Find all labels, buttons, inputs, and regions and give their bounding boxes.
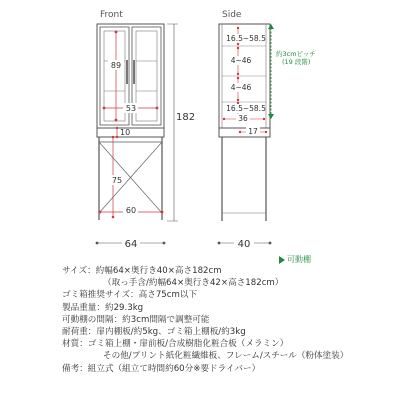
pitch-note-line1: 約3cmピッチ: [276, 50, 316, 58]
side-view: [218, 24, 316, 250]
side-shelf-board: [219, 128, 270, 137]
front-shelf-board: [97, 128, 164, 137]
spec-load-capacity: 耐荷重：扉内棚板/約5kg、ゴミ箱上棚板/約3kg: [62, 327, 246, 338]
right-door-panes: [136, 31, 157, 121]
side-view-label: Side: [222, 10, 242, 20]
spec-size: サイズ：約幅64×奥行き40×高さ182cm: [62, 266, 222, 276]
left-door-panes: [104, 31, 125, 121]
spec-size-with-handle: （取っ手含/約幅64×奥行き42×高さ182cm）: [103, 278, 284, 289]
spec-list: [62, 265, 392, 375]
spec-shelf-interval: 可動棚の間隔：約3cm間隔で調整可能: [62, 314, 210, 325]
front-shelf-gap-value: 10: [120, 128, 131, 137]
side-range-mid1-dim: [230, 47, 252, 75]
side-total-depth-value: 40: [237, 239, 251, 250]
spec-weight: 製品重量：約29.3kg: [62, 302, 144, 313]
front-base-width-value: 60: [125, 206, 137, 215]
side-range-mid1-value: 4~46: [230, 56, 252, 65]
front-inner-width-value: 53: [125, 104, 137, 113]
front-base-height-value: 75: [111, 176, 123, 185]
spec-trash-can-size: ゴミ箱推奨サイズ：高さ75cm以下: [62, 290, 198, 301]
side-inner-depth-dim: [223, 114, 265, 123]
front-inner-width-dim: [103, 103, 159, 113]
side-shelf-pitch-indicator: [268, 24, 316, 119]
front-view: [96, 24, 195, 250]
side-range-bottom-value: 16.5~58.5: [226, 104, 266, 113]
side-range-top-value: 16.5~58.5: [226, 34, 266, 43]
pitch-note-line2: (19 段階): [282, 58, 311, 66]
front-total-height-dim: [167, 24, 195, 221]
spec-material-other: その他/プリント紙化粧繊維板、フレーム/スチール（粉体塗装）: [103, 351, 349, 362]
front-total-width-value: 64: [124, 239, 138, 250]
front-total-height-value: 182: [176, 112, 196, 123]
side-shelves: [222, 46, 266, 102]
side-range-mid2-value: 4~46: [230, 83, 252, 92]
spec-material: 材質：ゴミ箱上棚・扉前板/合成樹脂化粧合板（メラミン）: [62, 339, 289, 350]
front-inner-height-value: 89: [110, 61, 122, 70]
front-total-width-dim: [96, 237, 166, 250]
front-view-label: Front: [100, 10, 123, 20]
side-range-mid2-dim: [230, 77, 252, 101]
side-range-top-dim: [226, 27, 266, 45]
side-offset-value: 17: [248, 127, 258, 136]
play-triangle-icon: [279, 256, 285, 264]
side-total-depth-dim: [218, 237, 272, 250]
front-shelf-gap-dim: [116, 127, 130, 138]
side-inner-depth-value: 36: [238, 114, 248, 123]
adjustable-shelf-legend: [279, 254, 311, 265]
adjustable-shelf-legend-label: 可動棚: [287, 255, 311, 264]
front-base-height-dim: [109, 136, 123, 219]
front-base-width-dim: [99, 205, 164, 215]
spec-notes: 備考：組立式（組立て時間約60分※要ドライバー）: [62, 363, 261, 374]
